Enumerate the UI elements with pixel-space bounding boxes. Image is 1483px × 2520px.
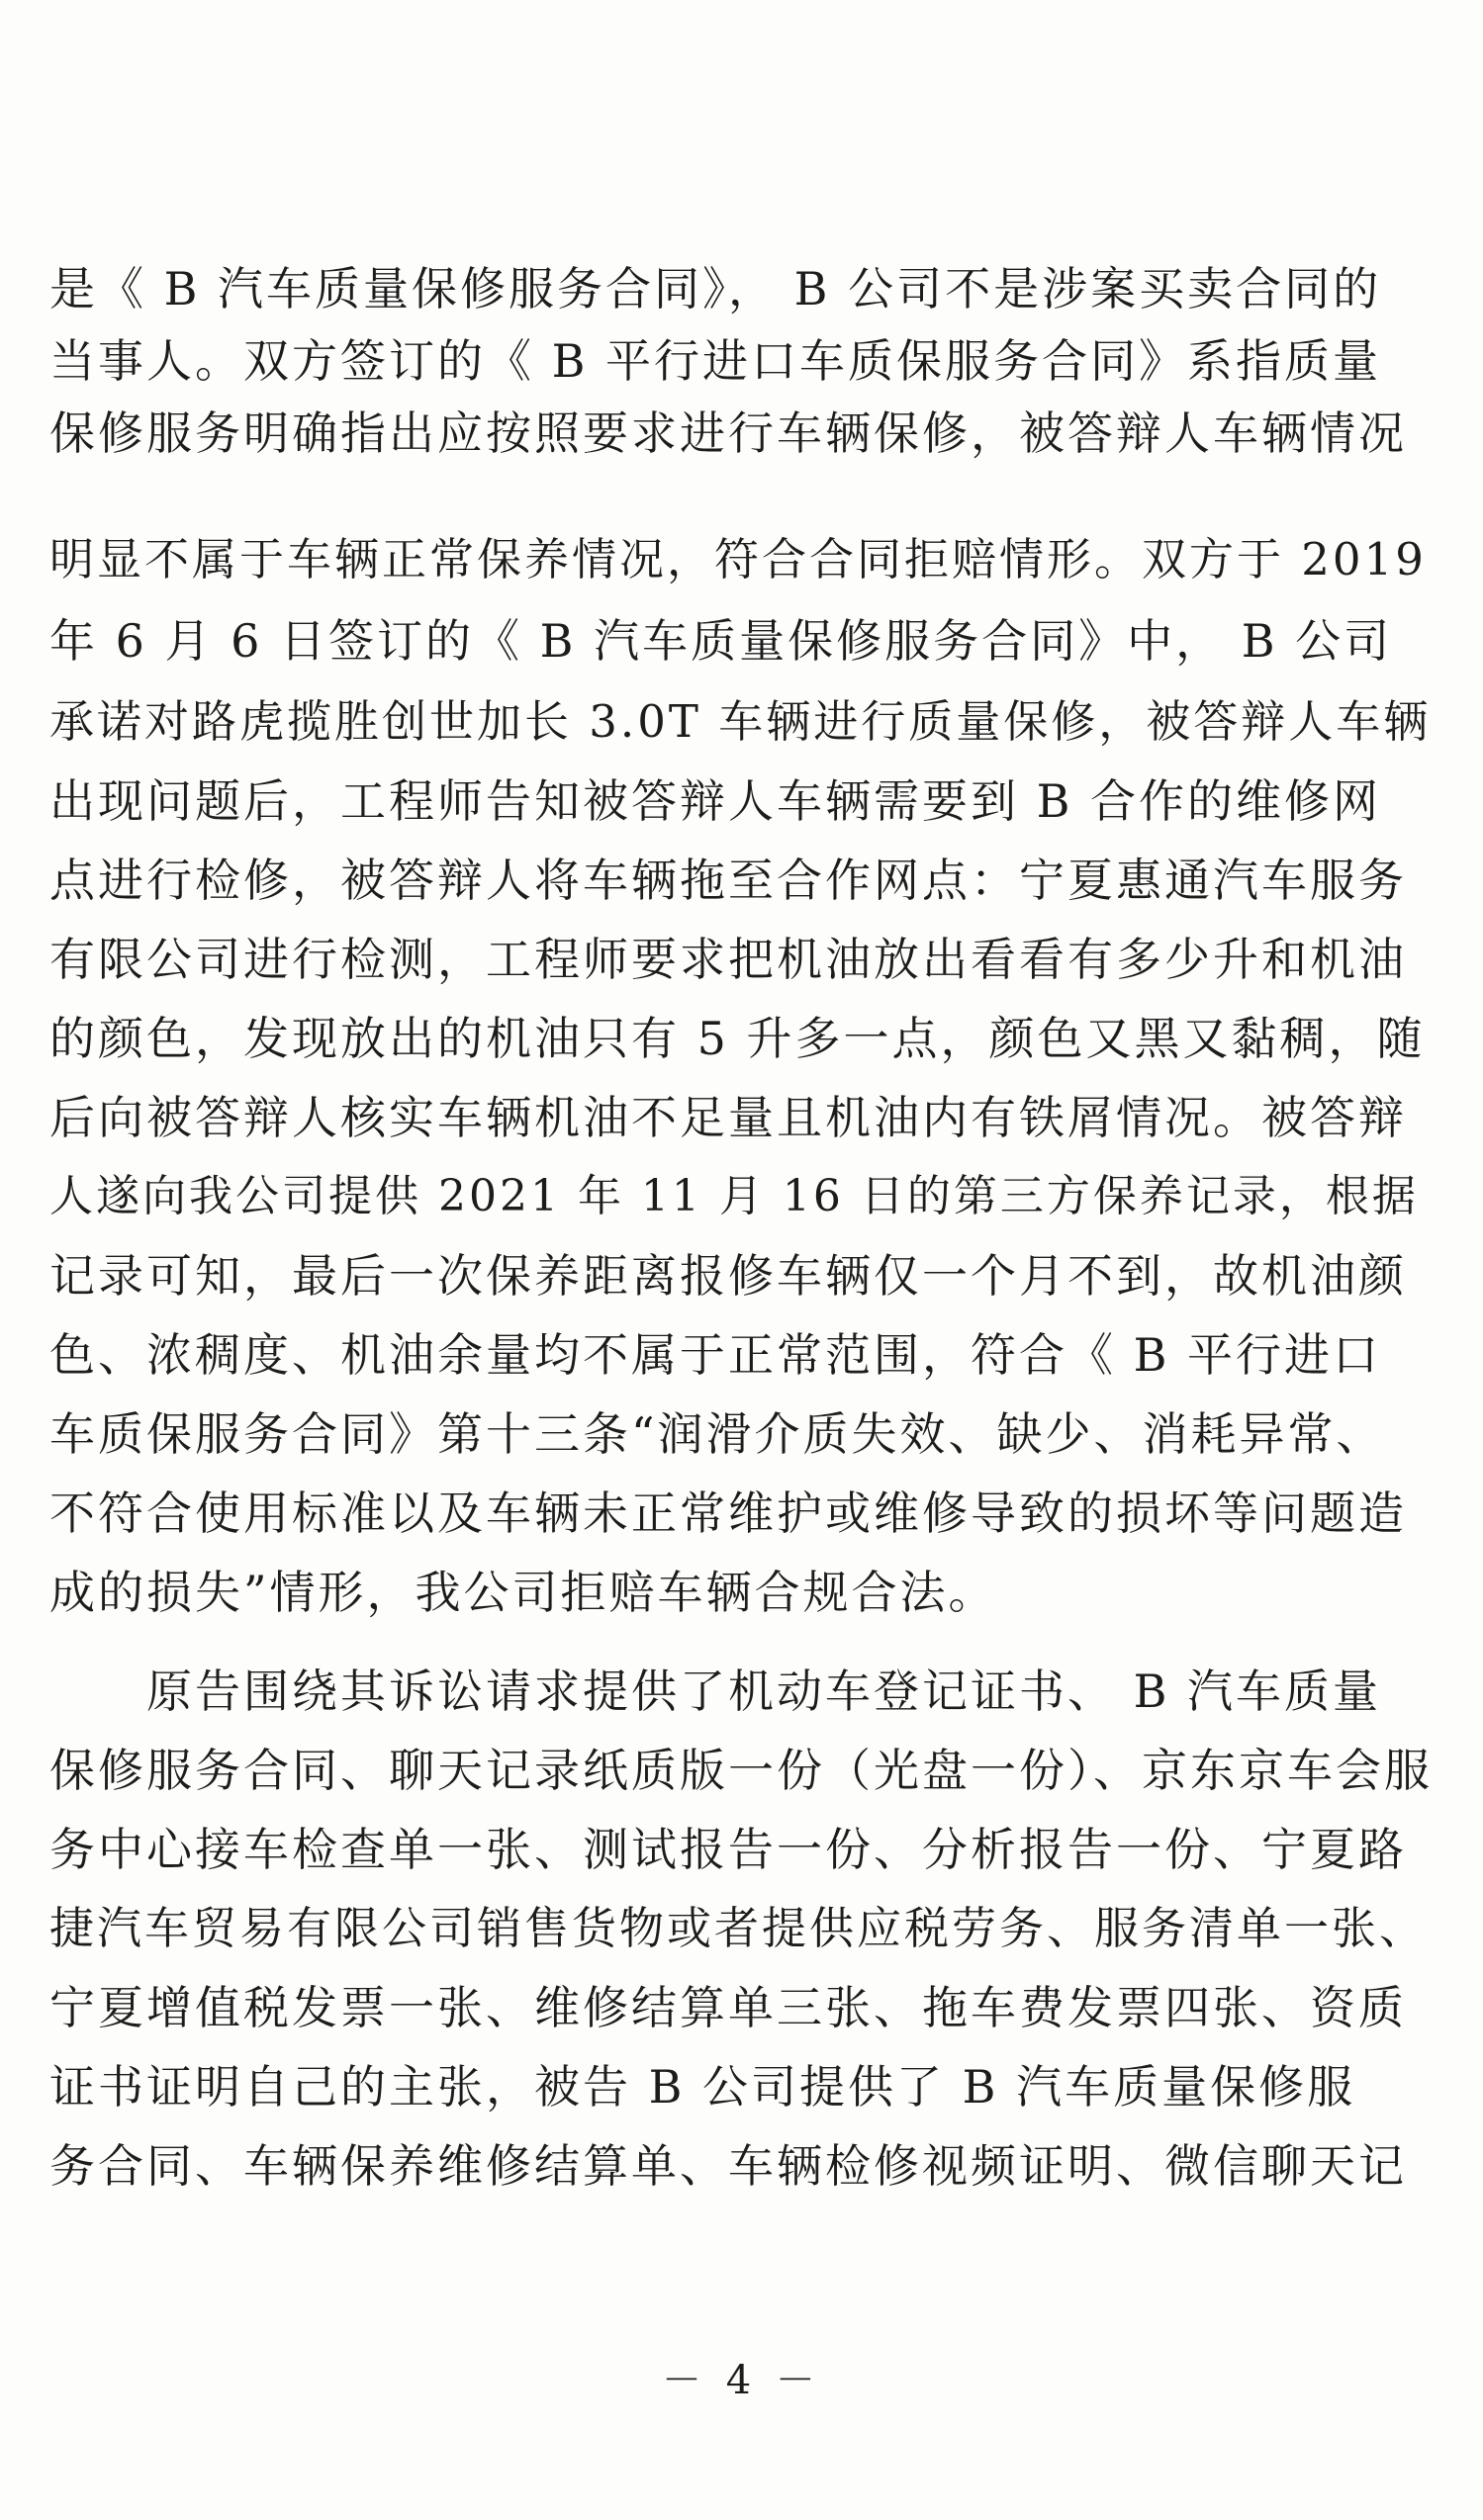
text-line: 是《 B 汽车质量保修服务合同》， B 公司不是涉案买卖合同的: [49, 262, 1382, 315]
text-line: 务合同、车辆保养维修结算单、车辆检修视频证明、微信聊天记: [49, 2139, 1407, 2193]
text-line: 年 6 月 6 日签订的《 B 汽车质量保修服务合同》中， B 公司: [49, 614, 1393, 668]
text-line: 色、浓稠度、机油余量均不属于正常范围，符合《 B 平行进口: [49, 1328, 1382, 1382]
text-line: 明显不属于车辆正常保养情况，符合合同拒赔情形。双方于 2019: [49, 533, 1427, 585]
text-line: 有限公司进行检测，工程师要求把机油放出看看有多少升和机油: [49, 933, 1407, 986]
text-line: 宁夏增值税发票一张、维修结算单三张、拖车费发票四张、资质: [49, 1981, 1407, 2034]
text-line: 当事人。双方签订的《 B 平行进口车质保服务合同》系指质量: [49, 334, 1382, 388]
text-line: 保修服务合同、聊天记录纸质版一份（光盘一份）、京东京车会服: [49, 1744, 1433, 1797]
text-line: 出现问题后，工程师告知被答辩人车辆需要到 B 合作的维修网: [49, 774, 1382, 828]
text-line: 捷汽车贸易有限公司销售货物或者提供应税劳务、服务清单一张、: [49, 1902, 1428, 1954]
text-line: 人遂向我公司提供 2021 年 11 月 16 日的第三方保养记录，根据: [49, 1171, 1419, 1221]
text-line: 承诺对路虎揽胜创世加长 3.0T 车辆进行质量保修，被答辩人车辆: [49, 695, 1432, 748]
text-line: 的颜色，发现放出的机油只有 5 升多一点，颜色又黑又黏稠，随: [49, 1012, 1426, 1065]
text-line: 后向被答辩人核实车辆机油不足量且机油内有铁屑情况。被答辩: [49, 1091, 1407, 1144]
text-line: 不符合使用标准以及车辆未正常维护或维修导致的损坏等问题造: [49, 1486, 1407, 1540]
text-line: 原告围绕其诉讼请求提供了机动车登记证书、 B 汽车质量: [49, 1665, 1382, 1718]
text-line: 保修服务明确指出应按照要求进行车辆保修，被答辩人车辆情况: [49, 406, 1407, 460]
text-line: 记录可知，最后一次保养距离报修车辆仅一个月不到，故机油颜: [49, 1249, 1407, 1303]
text-line: 成的损失”情形，我公司拒赔车辆合规合法。: [49, 1566, 997, 1619]
text-line: 务中心接车检查单一张、测试报告一份、分析报告一份、宁夏路: [49, 1823, 1407, 1876]
text-line: 证书证明自己的主张，被告 B 公司提供了 B 汽车质量保修服: [49, 2060, 1356, 2114]
page-number: － 4 －: [662, 2358, 821, 2403]
text-line: 车质保服务合同》第十三条“润滑介质失效、缺少、消耗异常、: [49, 1407, 1385, 1461]
text-line: 点进行检修，被答辩人将车辆拖至合作网点：宁夏惠通汽车服务: [49, 854, 1407, 907]
